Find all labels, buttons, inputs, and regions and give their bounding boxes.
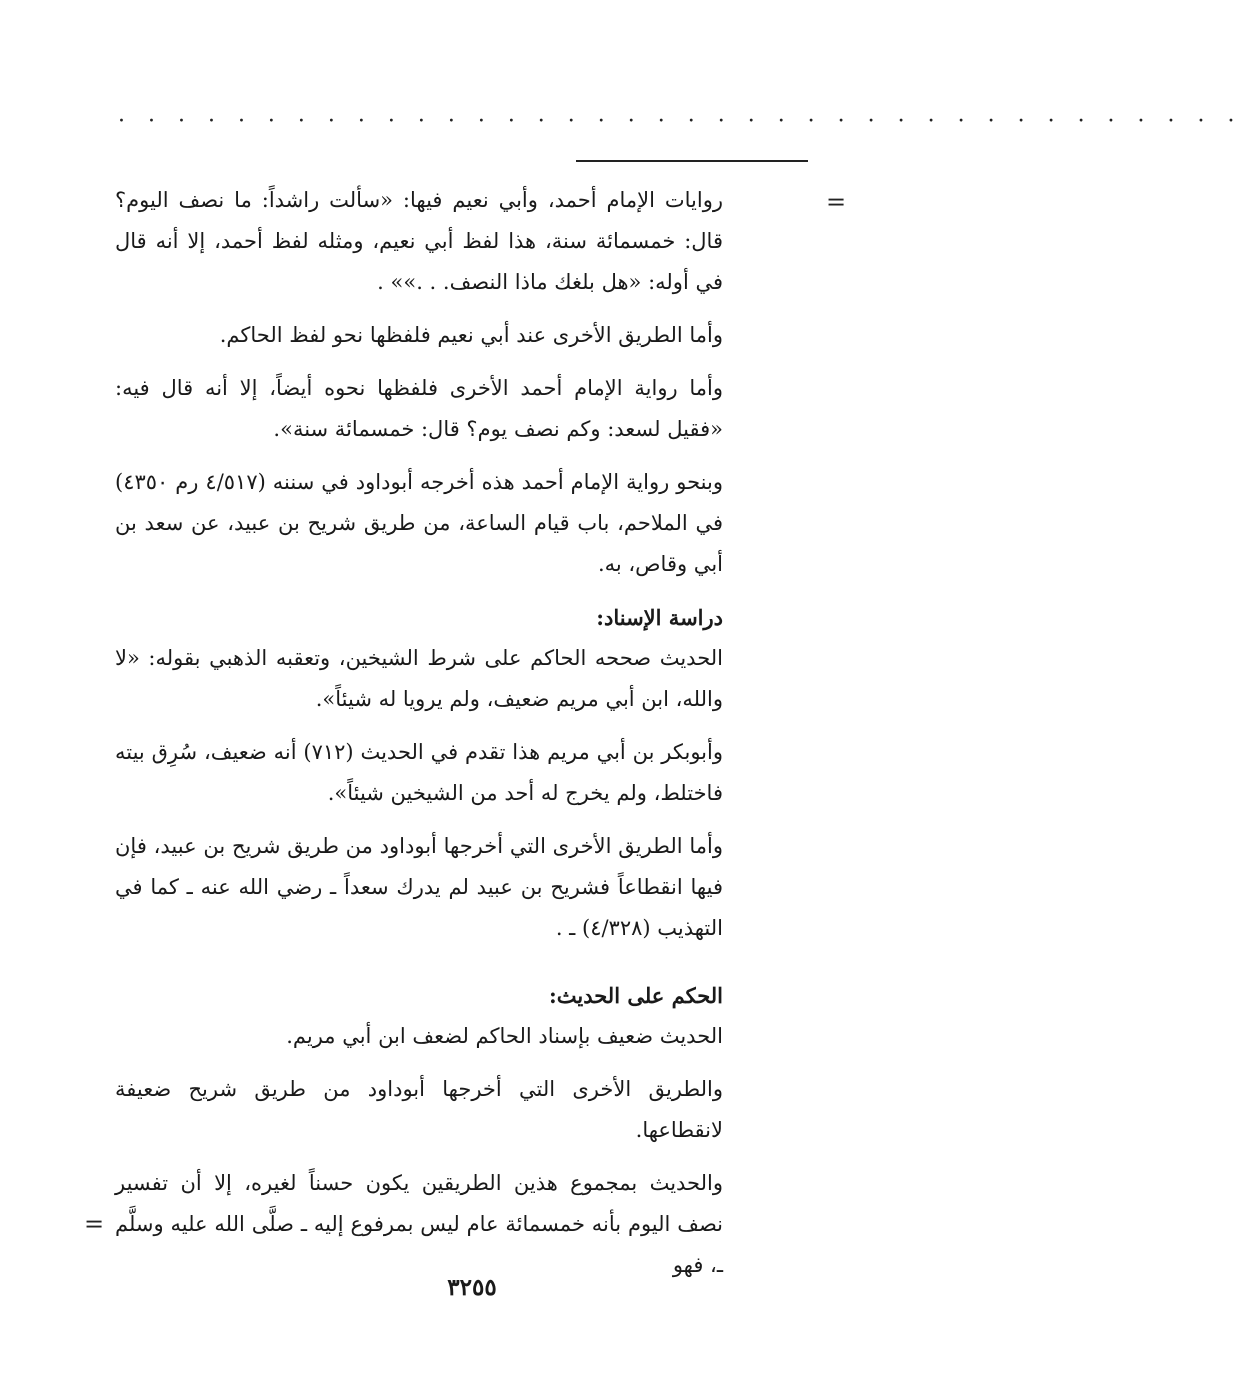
page-number: ٣٢٥٥ (447, 1274, 497, 1301)
paragraph-9: والطريق الأخرى التي أخرجها أبوداود من طريق شريح ضعيفة لانقطاعها. (115, 1077, 723, 1142)
paragraph-4: وبنحو رواية الإمام أحمد هذه أخرجه أبوداود في سننه (٤/٥١٧ رم ٤٣٥٠) في الملاحم، باب قيام الساعة، من طريق شريح بن عبيد، عن سعد بن أبي وقاص، به. (115, 470, 723, 576)
paragraph-10: والحديث بمجموع هذين الطريقين يكون حسناً لغيره، إلا أن تفسير نصف اليوم بأنه خمسمائة عام ليس بمرفوع إليه ـ صلَّى الله عليه وسلَّم ـ، فهو (115, 1171, 723, 1277)
paragraph-2: وأما الطريق الأخرى عند أبي نعيم فلفظها نحو لفظ الحاكم. (219, 323, 723, 347)
continuation-mark-top: = (826, 188, 847, 216)
paragraph-1: روايات الإمام أحمد، وأبي نعيم فيها: «سألت راشداً: ما نصف اليوم؟ قال: خمسمائة سنة، هذا لفظ أبي نعيم، ومثله لفظ أحمد، إلا أنه قال في أوله: «هل بلغك ماذا النصف. . .»» . (115, 188, 723, 294)
paragraph-7: وأما الطريق الأخرى التي أخرجها أبوداود من طريق شريح بن عبيد، فإن فيها انقطاعاً فشريح بن عبيد لم يدرك سعداً ـ رضي الله عنه ـ كما في التهذيب (٤/٣٢٨) ـ . (115, 834, 723, 940)
continuation-mark-bottom: = (84, 1210, 105, 1238)
heading-isnad-study: دراسة الإسناد: (596, 605, 723, 630)
footnote-text (115, 180, 723, 1298)
heading-hadith-ruling: الحكم على الحديث: (549, 983, 723, 1008)
paragraph-8: الحديث ضعيف بإسناد الحاكم لضعف ابن أبي مريم. (286, 1024, 723, 1048)
paragraph-3: وأما رواية الإمام أحمد الأخرى فلفظها نحوه أيضاً، إلا أنه قال فيه: «فقيل لسعد: وكم نصف يوم؟ قال: خمسمائة سنة». (115, 376, 723, 441)
footnote-rule (576, 160, 808, 162)
dotted-separator: · · · · · · · · · · · · · · · · · · · · · · · · · · · · · · · · · · · · · · (118, 109, 1243, 134)
paragraph-5: الحديث صححه الحاكم على شرط الشيخين، وتعقبه الذهبي بقوله: «لا والله، ابن أبي مريم ضعيف، ولم يرويا له شيئاً». (115, 646, 723, 711)
paragraph-6: وأبوبكر بن أبي مريم هذا تقدم في الحديث (٧١٢) أنه ضعيف، سُرِق بيته فاختلط، ولم يخرج له أحد من الشيخين شيئاً». (115, 740, 723, 805)
